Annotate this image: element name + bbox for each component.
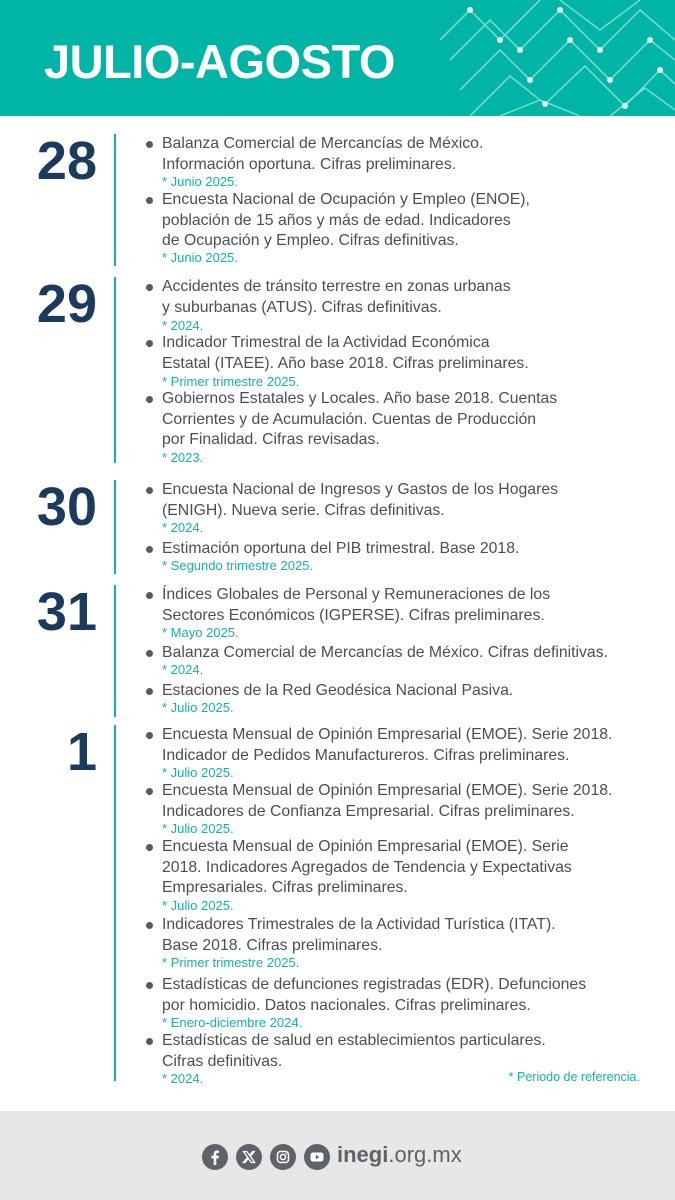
event-title: Encuesta Nacional de Ocupación y Empleo (ENOE), población de 15 años y más de edad. Indicadores de Ocupación y Empleo. Cifras definitivas. xyxy=(162,191,530,249)
event-title: Indicadores Trimestrales de la Actividad Turística (ITAT). Base 2018. Cifras preliminares. xyxy=(162,916,556,954)
event-reference: * Mayo 2025. xyxy=(162,625,239,640)
event-title: Encuesta Mensual de Opinión Empresarial (EMOE). Serie 2018. Indicadores de Confianza Empresarial. Cifras preliminares. xyxy=(162,782,613,820)
instagram-icon[interactable] xyxy=(270,1144,296,1170)
bullet-icon xyxy=(146,788,153,795)
bullet-icon xyxy=(146,487,153,494)
day-number: 31 xyxy=(36,582,97,642)
bullet-icon xyxy=(146,396,153,403)
bullet-icon xyxy=(146,732,153,739)
event-reference: * 2023. xyxy=(162,450,204,465)
event-title: Accidentes de tránsito terrestre en zonas urbanas y suburbanas (ATUS). Cifras definitivas. xyxy=(162,278,511,316)
bullet-icon xyxy=(146,1038,153,1045)
event-reference: * 2024. xyxy=(162,662,204,677)
event-title: Encuesta Nacional de Ingresos y Gastos de los Hogares (ENIGH). Nueva serie. Cifras definitivas. xyxy=(162,481,559,519)
day-divider-line xyxy=(114,585,116,717)
bullet-icon xyxy=(146,982,153,989)
event-title: Balanza Comercial de Mercancías de México. Información oportuna. Cifras preliminares. xyxy=(162,135,484,173)
event-title: Estadísticas de defunciones registradas (EDR). Defunciones por homicidio. Datos nacionales. Cifras preliminares. xyxy=(162,976,587,1014)
day-number: 30 xyxy=(36,477,97,537)
event-title: Índices Globales de Personal y Remuneraciones de los Sectores Económicos (IGPERSE). Cifras preliminares. xyxy=(162,586,551,624)
day-number: 28 xyxy=(36,131,97,191)
bullet-icon xyxy=(146,284,153,291)
reference-note: * Periodo de referencia. xyxy=(508,1070,640,1084)
bullet-icon xyxy=(146,141,153,148)
footer xyxy=(0,1111,675,1200)
event-title: Encuesta Mensual de Opinión Empresarial (EMOE). Serie 2018. Indicador de Pedidos Manufactureros. Cifras preliminares. xyxy=(162,726,613,764)
bullet-icon xyxy=(146,650,153,657)
event-reference: * Primer trimestre 2025. xyxy=(162,955,300,970)
day-divider-line xyxy=(114,134,116,266)
bullet-icon xyxy=(146,844,153,851)
website-link[interactable] xyxy=(337,1142,462,1168)
event-title: Estaciones de la Red Geodésica Nacional Pasiva. xyxy=(162,682,514,699)
facebook-icon[interactable] xyxy=(202,1144,228,1170)
event-title: Estadísticas de salud en establecimientos particulares. Cifras definitivas. xyxy=(162,1032,546,1070)
bullet-icon xyxy=(146,922,153,929)
event-reference: * 2024. xyxy=(162,520,204,535)
site-name-bold: inegi xyxy=(337,1142,389,1167)
youtube-icon[interactable] xyxy=(304,1144,330,1170)
header-banner xyxy=(0,0,675,116)
bullet-icon xyxy=(146,197,153,204)
event-title: Gobiernos Estatales y Locales. Año base 2018. Cuentas Corrientes y de Acumulación. Cuentas de Producción por Finalidad. Cifras revisadas. xyxy=(162,390,558,448)
event-title: Balanza Comercial de Mercancías de México. Cifras definitivas. xyxy=(162,644,609,661)
event-title: Indicador Trimestral de la Actividad Económica Estatal (ITAEE). Año base 2018. Cifras preliminares. xyxy=(162,334,529,372)
event-reference: * Primer trimestre 2025. xyxy=(162,374,300,389)
event-reference: * 2024. xyxy=(162,1071,204,1086)
bullet-icon xyxy=(146,340,153,347)
event-title: Estimación oportuna del PIB trimestral. Base 2018. xyxy=(162,540,520,557)
page-title: JULIO-AGOSTO xyxy=(44,35,395,88)
bullet-icon xyxy=(146,546,153,553)
site-domain: .org.mx xyxy=(388,1142,462,1167)
event-reference: * 2024. xyxy=(162,318,204,333)
event-reference: * Julio 2025. xyxy=(162,898,234,913)
bullet-icon xyxy=(146,592,153,599)
event-reference: * Julio 2025. xyxy=(162,700,234,715)
x-icon[interactable] xyxy=(236,1144,262,1170)
event-reference: * Julio 2025. xyxy=(162,765,234,780)
day-number: 29 xyxy=(36,274,97,334)
day-divider-line xyxy=(114,277,116,463)
bullet-icon xyxy=(146,688,153,695)
event-reference: * Junio 2025. xyxy=(162,250,238,265)
event-reference: * Segundo trimestre 2025. xyxy=(162,558,314,573)
day-divider-line xyxy=(114,480,116,574)
event-reference: * Enero-diciembre 2024. xyxy=(162,1015,303,1030)
day-divider-line xyxy=(114,725,116,1081)
day-number: 1 xyxy=(66,722,97,782)
event-title: Encuesta Mensual de Opinión Empresarial (EMOE). Serie 2018. Indicadores Agregados de Tendencia y Expectativas Empresariales. Cifras preliminares. xyxy=(162,838,572,896)
event-reference: * Junio 2025. xyxy=(162,174,238,189)
event-reference: * Julio 2025. xyxy=(162,821,234,836)
